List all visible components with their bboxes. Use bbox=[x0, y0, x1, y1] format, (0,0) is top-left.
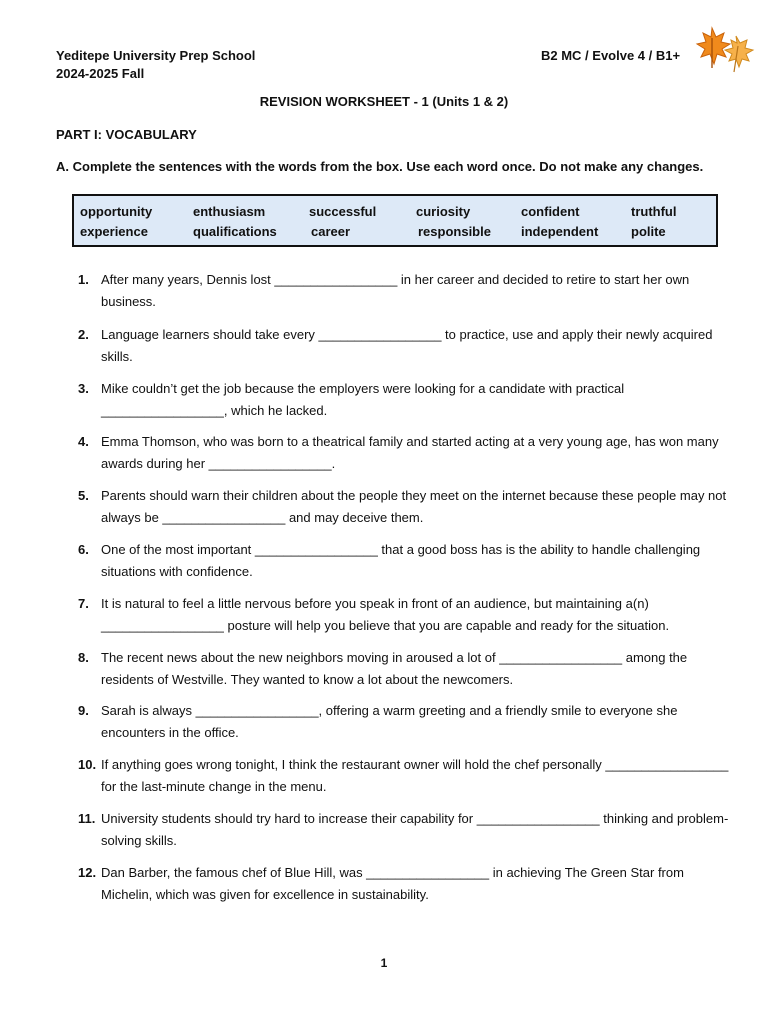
question-text: If anything goes wrong tonight, I think the restaurant owner will hold the chef personally _________________ for the last-minute change in the menu. bbox=[101, 757, 729, 794]
word-box-item: enthusiasm bbox=[193, 204, 266, 219]
autumn-leaves-icon bbox=[690, 24, 758, 74]
school-name: Yeditepe University Prep School bbox=[56, 48, 256, 63]
question-text: Mike couldn’t get the job because the employers were looking for a candidate with practical _________________, which he lacked. bbox=[101, 381, 625, 418]
question-number: 4. bbox=[78, 434, 89, 449]
word-box-item: responsible bbox=[418, 224, 491, 239]
question-number: 5. bbox=[78, 488, 89, 503]
question-number: 3. bbox=[78, 381, 89, 396]
question-text: Parents should warn their children about the people they meet on the internet because these people may not always be _________________ and may deceive them. bbox=[101, 488, 727, 525]
word-box-item: confident bbox=[521, 204, 580, 219]
question-text: The recent news about the new neighbors moving in aroused a lot of _________________ among the residents of Westville. They wanted to know a lot about the newcomers. bbox=[101, 650, 688, 687]
word-box-item: independent bbox=[521, 224, 599, 239]
question-number: 12. bbox=[78, 865, 97, 880]
worksheet-title: REVISION WORKSHEET - 1 (Units 1 & 2) bbox=[259, 94, 509, 109]
question-number: 7. bbox=[78, 596, 89, 611]
question-text: Sarah is always _________________, offering a warm greeting and a friendly smile to everyone she encounters in the office. bbox=[101, 703, 678, 740]
word-box-item: successful bbox=[309, 204, 377, 219]
question-text: University students should try hard to increase their capability for _________________ thinking and problem-solving skills. bbox=[101, 811, 729, 848]
question-text: Language learners should take every _________________ to practice, use and apply their newly acquired skills. bbox=[101, 327, 713, 364]
word-box-item: opportunity bbox=[80, 204, 153, 219]
question-number: 6. bbox=[78, 542, 89, 557]
question-number: 10. bbox=[78, 757, 97, 772]
question-text: Emma Thomson, who was born to a theatrical family and started acting at a very young age, has won many awards during her _________________. bbox=[101, 434, 719, 471]
question-number: 2. bbox=[78, 327, 89, 342]
page-number: 1 bbox=[380, 956, 388, 970]
question-number: 9. bbox=[78, 703, 89, 718]
word-box bbox=[72, 194, 718, 247]
word-box-item: career bbox=[311, 224, 351, 239]
level-label: B2 MC / Evolve 4 / B1+ bbox=[541, 48, 681, 63]
word-box-item: qualifications bbox=[193, 224, 277, 239]
term-label: 2024-2025 Fall bbox=[56, 66, 145, 81]
question-number: 8. bbox=[78, 650, 89, 665]
word-box-item: curiosity bbox=[416, 204, 471, 219]
question-number: 11. bbox=[78, 811, 96, 826]
word-box-item: experience bbox=[80, 224, 148, 239]
question-text: One of the most important _________________ that a good boss has is the ability to handle challenging situations with confidence. bbox=[101, 542, 701, 579]
question-text: It is natural to feel a little nervous before you speak in front of an audience, but maintaining a(n) _________________ posture will help you believe that you are capable and ready for the situation. bbox=[101, 596, 670, 633]
word-box-item: truthful bbox=[631, 204, 677, 219]
question-number: 1. bbox=[78, 272, 89, 287]
question-text: After many years, Dennis lost _________________ in her career and decided to retire to start her own business. bbox=[101, 272, 690, 309]
word-box-item: polite bbox=[631, 224, 666, 239]
part-heading: PART I: VOCABULARY bbox=[56, 127, 197, 142]
instruction: A. Complete the sentences with the words from the box. Use each word once. Do not make any changes. bbox=[56, 159, 704, 174]
question-text: Dan Barber, the famous chef of Blue Hill, was _________________ in achieving The Green Star from Michelin, which was given for excellence in sustainability. bbox=[101, 865, 684, 902]
